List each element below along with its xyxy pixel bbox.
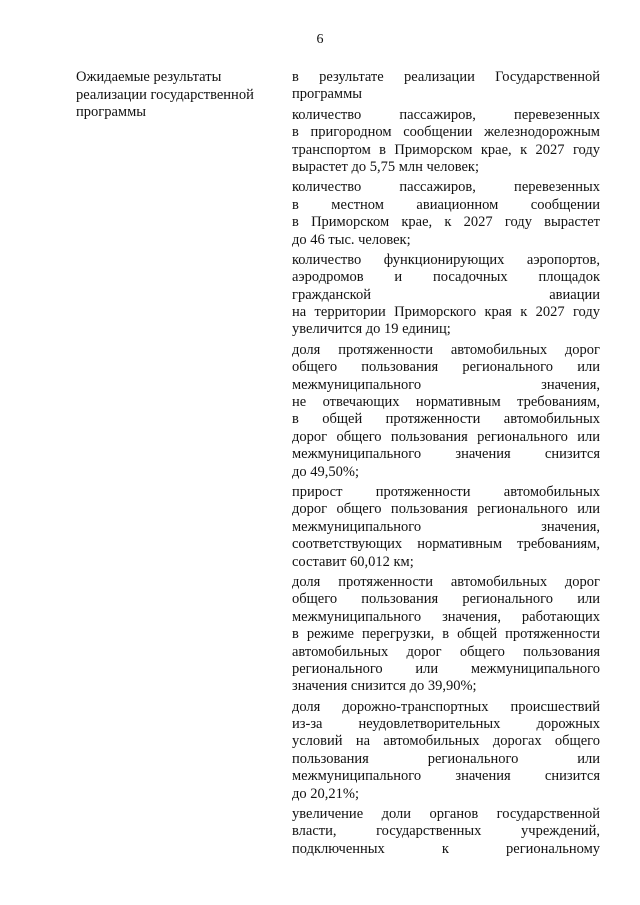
page-number: 6	[316, 32, 324, 47]
text-line: транспортом в Приморском крае, к 2027 году	[292, 141, 600, 158]
text-line: доля протяженности автомобильных дорог	[292, 573, 600, 590]
text-line: дорог общего пользования регионального или	[292, 428, 600, 445]
text-line: дорог общего пользования регионального или	[292, 501, 600, 518]
section-label-line: реализации государственной	[76, 86, 254, 103]
text-line: межмуниципального значения,	[292, 376, 600, 393]
text-line: общего пользования регионального или	[292, 359, 600, 376]
text-line: власти, государственных учреждений,	[292, 823, 600, 840]
text-line: в пригородном сообщении железнодорожным	[292, 124, 600, 141]
text-line: в общей протяженности автомобильных	[292, 411, 600, 428]
text-line: из-за неудовлетворительных дорожных	[292, 716, 600, 733]
result-paragraph	[292, 107, 600, 177]
text-line: прирост протяженности автомобильных	[292, 483, 600, 500]
text-line: вырастет до 5,75 млн человек;	[292, 158, 479, 175]
text-line: на территории Приморского края к 2027 году	[292, 304, 600, 321]
text-line: соответствующих нормативным требованиям,	[292, 536, 600, 553]
result-paragraph	[292, 252, 600, 339]
text-line: составит 60,012 км;	[292, 553, 414, 570]
result-paragraph	[292, 69, 600, 104]
text-line: до 49,50%;	[292, 463, 359, 480]
text-line: доля протяженности автомобильных дорог	[292, 341, 600, 358]
text-line: количество функционирующих аэропортов,	[292, 251, 600, 268]
text-line: в Приморском крае, к 2027 году вырастет	[292, 214, 600, 231]
text-line: увеличится до 19 единиц;	[292, 321, 451, 338]
text-line: увеличение доли органов государственной	[292, 806, 600, 823]
text-line: доля дорожно-транспортных происшествий	[292, 698, 600, 715]
section-label-line: программы	[76, 104, 146, 120]
text-line: подключенных к региональному	[292, 840, 600, 857]
result-paragraph	[292, 806, 600, 858]
result-paragraph	[292, 699, 600, 803]
text-line: в местном авиационном сообщении	[292, 196, 600, 213]
result-paragraph	[292, 342, 600, 481]
text-line: пользования регионального или	[292, 750, 600, 767]
text-line: межмуниципального значения снизится	[292, 446, 600, 463]
text-line: в результате реализации Государственной	[292, 69, 600, 85]
text-line: не отвечающих нормативным требованиям,	[292, 394, 600, 411]
text-line: регионального или межмуниципального	[292, 660, 600, 677]
text-line: межмуниципального значения снизится	[292, 768, 600, 785]
text-line: в режиме перегрузки, в общей протяженности	[292, 626, 600, 643]
text-line: межмуниципального значения,	[292, 518, 600, 535]
text-line: аэродромов и посадочных площадок	[292, 269, 600, 286]
text-line: автомобильных дорог общего пользования	[292, 643, 600, 660]
section-label-line: Ожидаемые результаты	[76, 69, 222, 85]
text-line: программы	[292, 86, 362, 103]
text-line: значения снизится до 39,90%;	[292, 678, 477, 695]
text-line: условий на автомобильных дорогах общего	[292, 733, 600, 750]
text-line: количество пассажиров, перевезенных	[292, 179, 600, 196]
text-line: до 46 тыс. человек;	[292, 231, 411, 248]
text-line: до 20,21%;	[292, 785, 359, 802]
expected-results-text	[292, 69, 600, 861]
text-line: общего пользования регионального или	[292, 591, 600, 608]
text-line: межмуниципального значения, работающих	[292, 608, 600, 625]
result-paragraph	[292, 179, 600, 249]
result-paragraph	[292, 574, 600, 696]
text-line: количество пассажиров, перевезенных	[292, 106, 600, 123]
text-line: гражданской авиации	[292, 286, 600, 303]
section-label	[76, 69, 276, 122]
result-paragraph	[292, 484, 600, 571]
